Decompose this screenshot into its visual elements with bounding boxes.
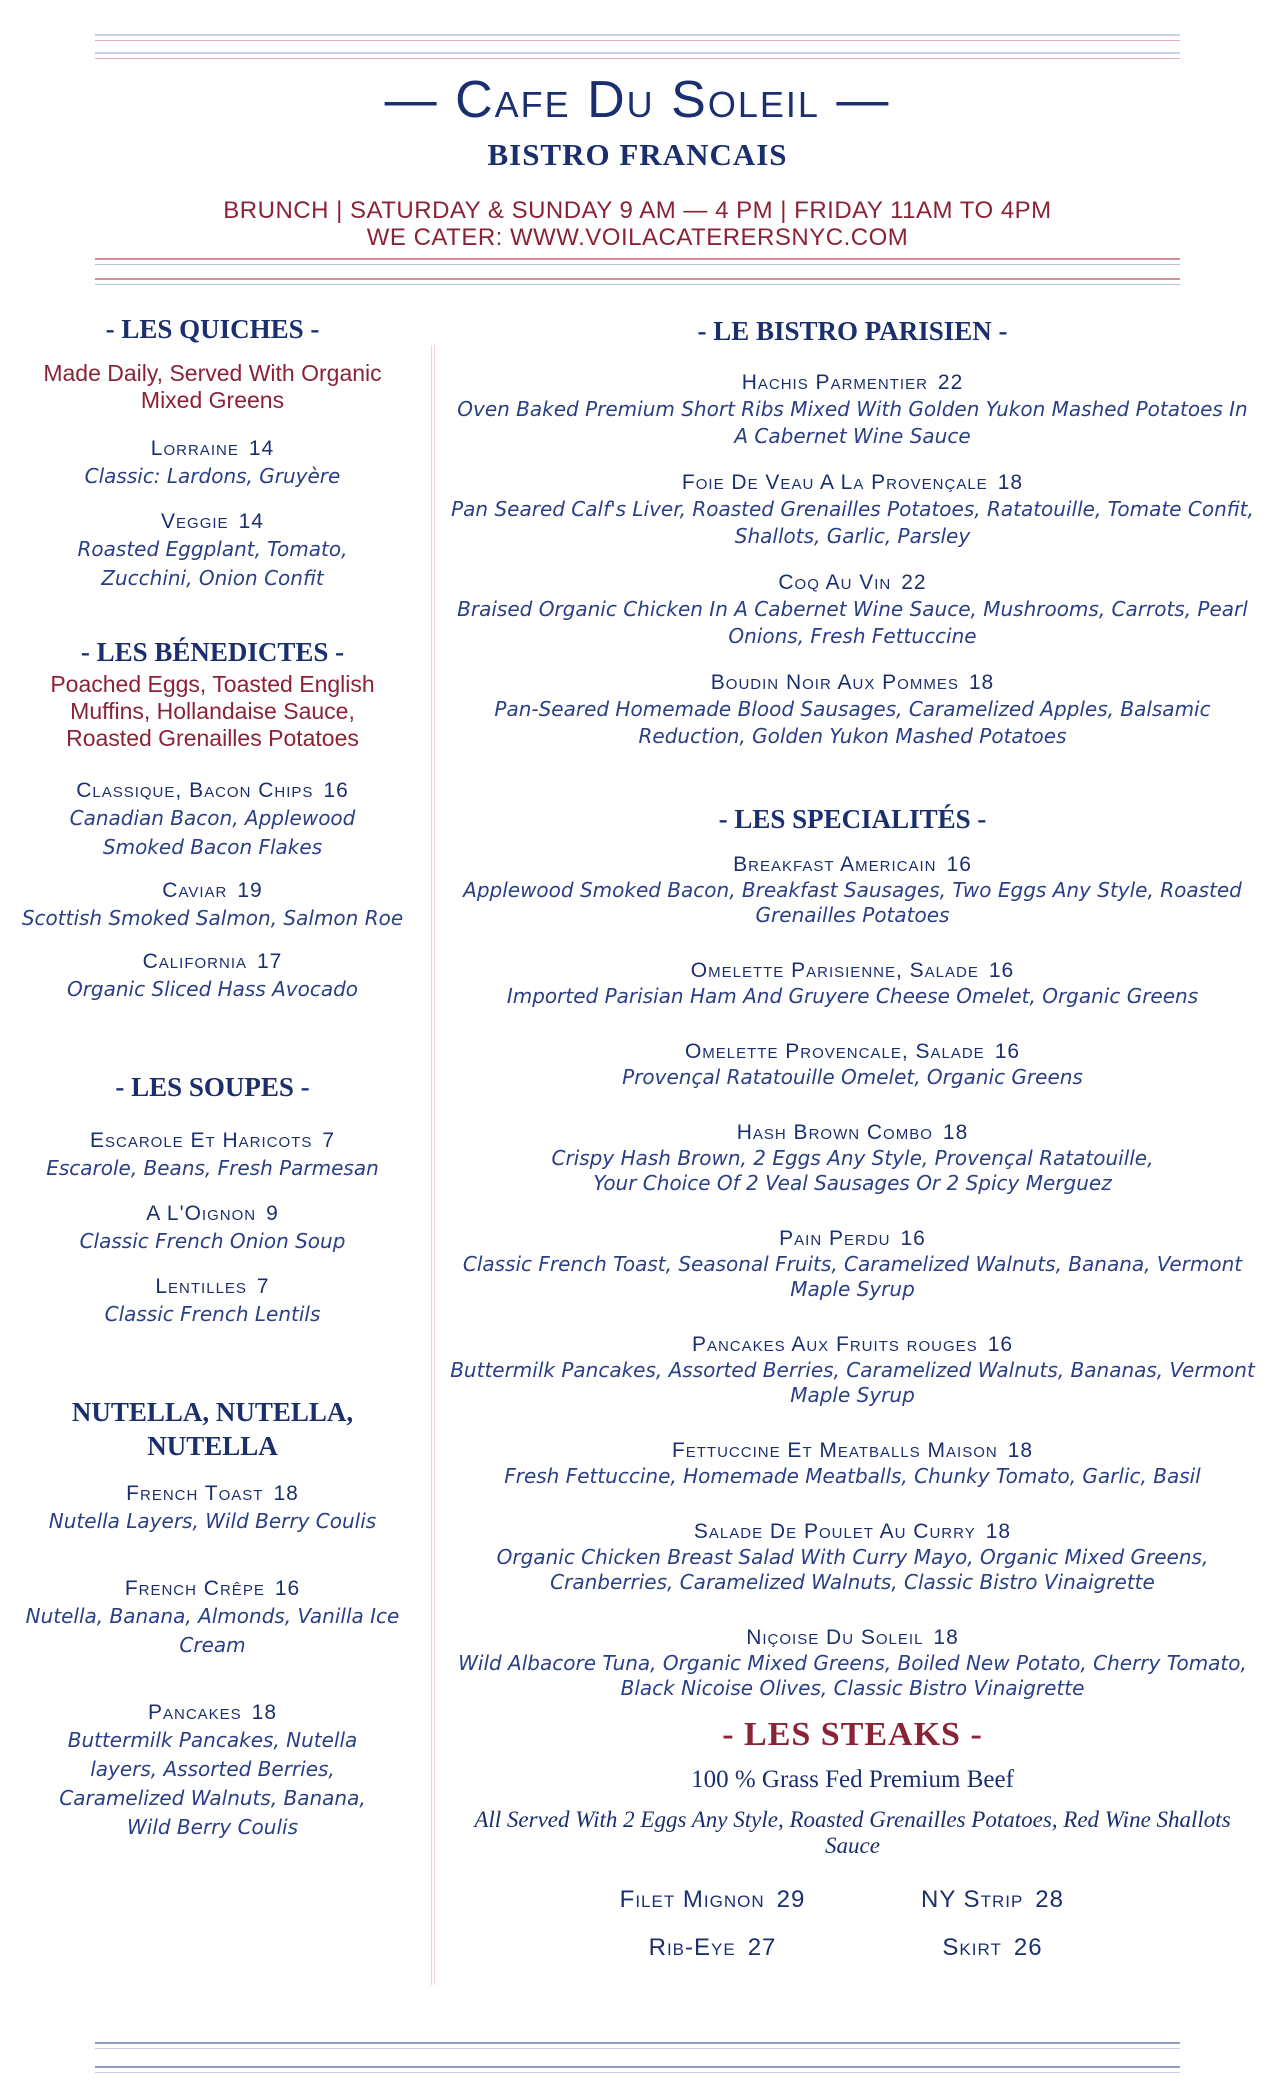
item-description: Organic Chicken Breast Salad With Curry Mayo, Organic Mixed Greens, Cranberries, Caramelized Walnuts, Classic Bistro Vinaigrette (496, 1545, 1209, 1594)
item-description: Oven Baked Premium Short Ribs Mixed With Golden Yukon Mashed Potatoes In A Cabernet Wine Sauce (457, 397, 1248, 448)
item-price: 16 (900, 1227, 926, 1250)
item-description: Wild Albacore Tuna, Organic Mixed Greens, Boiled New Potato, Cherry Tomato, Black Nicoise Olives, Classic Bistro Vinaigrette (458, 1651, 1247, 1700)
item-name: Pancakes (147, 1701, 242, 1724)
item-price: 18 (997, 471, 1024, 494)
menu-item (20, 878, 405, 933)
item-description: Pan-Seared Homemade Blood Sausages, Caramelized Apples, Balsamic Reduction, Golden Yukon Mashed Potatoes (494, 697, 1211, 748)
item-price: 18 (985, 1520, 1012, 1543)
item-price: 9 (266, 1202, 279, 1225)
item-price: 27 (747, 1934, 777, 1961)
item-name-line (450, 470, 1255, 496)
item-price: 16 (988, 959, 1015, 982)
item-name-line (450, 1625, 1255, 1651)
section-heading: - LES STEAKS - (722, 1716, 983, 1753)
item-name: French Toast (126, 1482, 264, 1505)
steak-item (853, 1933, 1133, 1963)
item-description: Classic French Lentils (104, 1302, 321, 1326)
menu-item (20, 1128, 405, 1183)
item-price: 29 (776, 1886, 806, 1913)
menu-item (450, 1438, 1255, 1489)
section-specialites (450, 802, 1255, 1701)
steak-list (573, 1885, 1133, 1963)
catering-info: WE CATER: WWW.VOILACATERERSNYC.COM (366, 224, 909, 251)
item-name: Skirt (942, 1934, 1002, 1961)
item-name: Fettuccine Et Meatballs Maison (671, 1439, 998, 1462)
steak-item (853, 1885, 1133, 1915)
menu-item (450, 670, 1255, 750)
item-name-line (20, 509, 405, 535)
right-column (450, 300, 1255, 1963)
menu-item (20, 436, 405, 491)
item-price: 16 (323, 779, 349, 802)
item-name: Caviar (162, 879, 228, 902)
item-name: A L'Oignon (146, 1202, 257, 1225)
section-quiches (20, 312, 405, 593)
item-name-line (20, 1481, 405, 1507)
item-price: 18 (942, 1121, 969, 1144)
item-name-line (20, 778, 405, 804)
top-divider (95, 34, 1180, 44)
item-name-line (20, 1128, 405, 1154)
menu-item (450, 1519, 1255, 1595)
item-price: 28 (1035, 1886, 1064, 1913)
section-steaks (450, 1715, 1255, 1963)
item-description: Buttermilk Pancakes, Nutella layers, Assorted Berries, Caramelized Walnuts, Banana, Wild Berry Coulis (59, 1728, 366, 1839)
header-divider (95, 258, 1180, 268)
item-name-line (450, 1120, 1255, 1146)
item-price: 26 (1013, 1934, 1043, 1961)
menu-item (20, 1201, 405, 1256)
item-name: Hash Brown Combo (736, 1121, 933, 1144)
section-heading: - LES SPECIALITÉS - (718, 804, 987, 834)
menu-item (450, 852, 1255, 928)
steak-item (573, 1885, 853, 1915)
menu-item (20, 778, 405, 862)
item-price: 14 (248, 437, 275, 460)
section-heading: - LES BÉNEDICTES - (80, 637, 345, 667)
item-name: Omelette Parisienne, Salade (690, 959, 979, 982)
item-name: Breakfast Americain (733, 853, 937, 876)
item-price: 16 (946, 853, 972, 876)
menu-item (20, 1481, 405, 1536)
menu-item (20, 1576, 405, 1660)
menu-item (20, 1700, 405, 1842)
item-name-line (20, 949, 405, 975)
item-description: Nutella, Banana, Almonds, Vanilla Ice Cream (25, 1604, 400, 1657)
item-description: Buttermilk Pancakes, Assorted Berries, Caramelized Walnuts, Bananas, Vermont Maple Syrup (450, 1358, 1255, 1407)
item-price: 14 (238, 510, 264, 533)
item-price: 16 (274, 1577, 301, 1600)
item-name-line (450, 370, 1255, 396)
item-name-line (450, 570, 1255, 596)
item-description: Organic Sliced Hass Avocado (66, 977, 359, 1001)
section-soupes (20, 1070, 405, 1329)
item-name: Pancakes Aux Fruits rouges (691, 1333, 978, 1356)
item-price: 19 (237, 879, 263, 902)
section-benedictes (20, 635, 405, 1004)
section-note: All Served With 2 Eggs Any Style, Roasted Grenailles Potatoes, Red Wine Shallots Sauce (474, 1807, 1231, 1858)
item-name-line (450, 1332, 1255, 1358)
item-name: Rib-Eye (648, 1934, 736, 1961)
menu-item (20, 1274, 405, 1329)
section-heading: - LE BISTRO PARISIEN - (697, 316, 1008, 346)
item-price: 7 (322, 1129, 336, 1152)
item-name: NY Strip (920, 1886, 1024, 1913)
item-price: 18 (933, 1626, 959, 1649)
item-description: Classic French Onion Soup (79, 1229, 346, 1253)
item-name-line (450, 1438, 1255, 1464)
item-name: Niçoise Du Soleil (746, 1626, 924, 1649)
item-name: Filet Mignon (619, 1886, 765, 1913)
item-name-line (20, 1576, 405, 1602)
column-divider (431, 345, 435, 1985)
menu-item (450, 1332, 1255, 1408)
item-price: 16 (987, 1333, 1014, 1356)
item-name: Pain Perdu (779, 1227, 891, 1250)
item-name: Lentilles (155, 1275, 247, 1298)
menu-item (20, 509, 405, 593)
menu-item (20, 949, 405, 1004)
bottom-divider-2 (95, 2066, 1180, 2076)
item-name-line (450, 670, 1255, 696)
item-description: Classic French Toast, Seasonal Fruits, Caramelized Walnuts, Banana, Vermont Maple Syrup (462, 1252, 1243, 1301)
item-name: Salade De Poulet Au Curry (693, 1520, 976, 1543)
bottom-divider (95, 2042, 1180, 2052)
menu-item (450, 470, 1255, 550)
section-intro: 100 % Grass Fed Premium Beef (691, 1766, 1014, 1793)
menu-item (450, 370, 1255, 450)
item-name-line (450, 1226, 1255, 1252)
item-name-line (20, 1201, 405, 1227)
item-description: Classic: Lardons, Gruyère (84, 464, 341, 488)
section-heading: - LES QUICHES - (105, 314, 320, 344)
restaurant-subtitle: BISTRO FRANCAIS (487, 137, 788, 172)
item-name: Coq Au Vin (778, 571, 892, 594)
item-name: Veggie (161, 510, 229, 533)
item-price: 16 (994, 1040, 1021, 1063)
item-price: 22 (901, 571, 927, 594)
item-name-line (20, 878, 405, 904)
item-name-line (20, 1274, 405, 1300)
section-bistro-parisien (450, 314, 1255, 750)
item-description: Nutella Layers, Wild Berry Coulis (48, 1509, 377, 1533)
item-description: Escarole, Beans, Fresh Parmesan (46, 1156, 379, 1180)
item-price: 7 (256, 1275, 270, 1298)
item-name-line (20, 436, 405, 462)
item-name: Hachis Parmentier (741, 371, 928, 394)
item-name: French Crêpe (124, 1577, 265, 1600)
item-description: Scottish Smoked Salmon, Salmon Roe (21, 906, 404, 930)
item-price: 18 (1007, 1439, 1034, 1462)
item-name: Omelette Provencale, Salade (684, 1040, 985, 1063)
section-heading: - LES SOUPES - (115, 1072, 310, 1102)
item-price: 22 (937, 371, 964, 394)
top-divider-2 (95, 52, 1180, 62)
item-description: Braised Organic Chicken In A Cabernet Wine Sauce, Mushrooms, Carrots, Pearl Onions, Fresh Fettuccine (457, 597, 1248, 648)
section-nutella (20, 1395, 405, 1842)
item-name-line (20, 1700, 405, 1726)
item-name: Escarole Et Haricots (89, 1129, 313, 1152)
item-price: 17 (257, 950, 283, 973)
left-column (20, 300, 405, 1842)
item-name: Lorraine (150, 437, 239, 460)
item-description: Crispy Hash Brown, 2 Eggs Any Style, Provençal Ratatouille, Your Choice Of 2 Veal Sausages Or 2 Spicy Merguez (551, 1146, 1154, 1195)
steak-item (573, 1933, 853, 1963)
section-intro: Poached Eggs, Toasted English Muffins, Hollandaise Sauce, Roasted Grenailles Potatoes (50, 671, 375, 751)
item-name: Classique, Bacon Chips (76, 779, 314, 802)
menu-item (450, 958, 1255, 1009)
item-name: Boudin Noir Aux Pommes (710, 671, 959, 694)
item-description: Imported Parisian Ham And Gruyere Cheese Omelet, Organic Greens (506, 984, 1199, 1008)
menu-item (450, 1226, 1255, 1302)
section-intro: Made Daily, Served With Organic Mixed Greens (43, 360, 382, 413)
menu-item (450, 1625, 1255, 1701)
item-name-line (450, 1039, 1255, 1065)
item-name-line (450, 852, 1255, 878)
brunch-hours: BRUNCH | SATURDAY & SUNDAY 9 AM — 4 PM | FRIDAY 11AM TO 4PM (223, 197, 1052, 224)
section-heading: NUTELLA, NUTELLA, NUTELLA (71, 1397, 354, 1461)
item-price: 18 (251, 1701, 278, 1724)
item-description: Roasted Eggplant, Tomato, Zucchini, Onion Confit (77, 537, 348, 590)
item-description: Pan Seared Calf's Liver, Roasted Grenailles Potatoes, Ratatouille, Tomate Confit, Shallots, Garlic, Parsley (451, 497, 1254, 548)
menu-item (450, 1039, 1255, 1090)
item-description: Provençal Ratatouille Omelet, Organic Greens (622, 1065, 1083, 1089)
item-description: Fresh Fettuccine, Homemade Meatballs, Chunky Tomato, Garlic, Basil (504, 1464, 1201, 1488)
menu-item (450, 570, 1255, 650)
item-price: 18 (273, 1482, 299, 1505)
restaurant-title: — Cafe Du Soleil — (384, 71, 891, 129)
header-divider-2 (95, 278, 1180, 288)
menu-item (450, 1120, 1255, 1196)
item-price: 18 (968, 671, 995, 694)
item-name-line (450, 958, 1255, 984)
item-name: California (142, 950, 247, 973)
item-description: Canadian Bacon, Applewood Smoked Bacon Flakes (69, 806, 356, 859)
item-name: Foie De Veau A La Provençale (681, 471, 988, 494)
item-name-line (450, 1519, 1255, 1545)
item-description: Applewood Smoked Bacon, Breakfast Sausages, Two Eggs Any Style, Roasted Grenailles Potatoes (463, 878, 1242, 927)
